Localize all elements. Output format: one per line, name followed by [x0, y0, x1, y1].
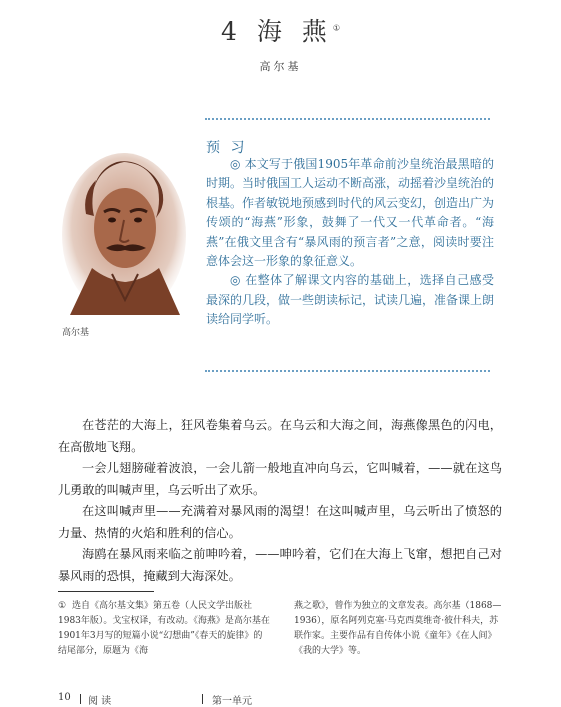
portrait-caption: 高尔基 — [62, 328, 90, 338]
preview-heading: 预 习 — [206, 140, 248, 156]
body-text — [58, 415, 502, 587]
author-portrait — [62, 150, 187, 315]
body-paragraph-3: 在这叫喊声里——充满着对暴风雨的渴望！在这叫喊声里，乌云听出了愤怒的力量、热情的火焰和胜利的信心。 — [58, 504, 502, 540]
title-footnote-ref: ① — [332, 23, 340, 33]
lesson-title-text: 4 海 燕 — [221, 17, 333, 46]
preview-paragraph-1: ◎ 本文写于俄国1905年革命前沙皇统治最黑暗的时期。当时俄国工人运动不断高涨，动摇着沙皇统治的根基。作者敏锐地预感到时代的风云变幻，创造出广为传颂的“海燕”形象，鼓舞了一代又一代革命者。“海燕”在俄文里含有“暴风雨的预言者”之意，阅读时要注意体会这一形象的象征意义。 — [206, 157, 495, 269]
footnote-mark: ① — [58, 601, 67, 611]
body-paragraph-4: 海鸥在暴风雨来临之前呻吟着，——呻吟着，它们在大海上飞窜，想把自己对暴风雨的恐惧，掩藏到大海深处。 — [58, 547, 502, 583]
preview-top-rule — [205, 118, 490, 120]
body-paragraph-2: 一会儿翅膀碰着波浪，一会儿箭一般地直冲向乌云，它叫喊着，——就在这鸟儿勇敢的叫喊声里，乌云听出了欢乐。 — [58, 461, 502, 497]
footer-section: 阅 读 — [88, 696, 112, 707]
body-paragraph-1: 在苍茫的大海上，狂风卷集着乌云。在乌云和大海之间，海燕像黑色的闪电，在高傲地飞翔。 — [58, 418, 502, 454]
footnote-column-1 — [58, 599, 270, 659]
preview-bottom-rule — [205, 370, 490, 372]
footnote-column-2: 燕之歌》，曾作为独立的文章发表。高尔基（1868—1936），原名阿列克塞·马克西莫维奇·彼什科夫，苏联作家。主要作品有自传体小说《童年》《在人间》《我的大学》等。 — [294, 601, 502, 656]
footer-unit: 第一单元 — [212, 696, 252, 707]
footer-divider-1 — [80, 694, 81, 704]
footer-divider-2 — [202, 694, 203, 704]
footnote-rule — [58, 591, 154, 592]
lesson-title — [0, 12, 561, 48]
footnote-text-1: 选自《高尔基文集》第五卷（人民文学出版社1983年版）。戈宝权译，有改动。《海燕》是高尔基在1901年3月写的短篇小说“幻想曲”《春天的旋律》的结尾部分，原题为《海 — [58, 601, 270, 656]
page-number: 10 — [58, 692, 71, 703]
preview-paragraph-2: ◎ 在整体了解课文内容的基础上，选择自己感受最深的几段，做一些朗读标记，试读几遍，准备课上朗读给同学听。 — [206, 273, 495, 327]
preview-text — [206, 155, 494, 330]
author-name: 高尔基 — [259, 60, 302, 73]
